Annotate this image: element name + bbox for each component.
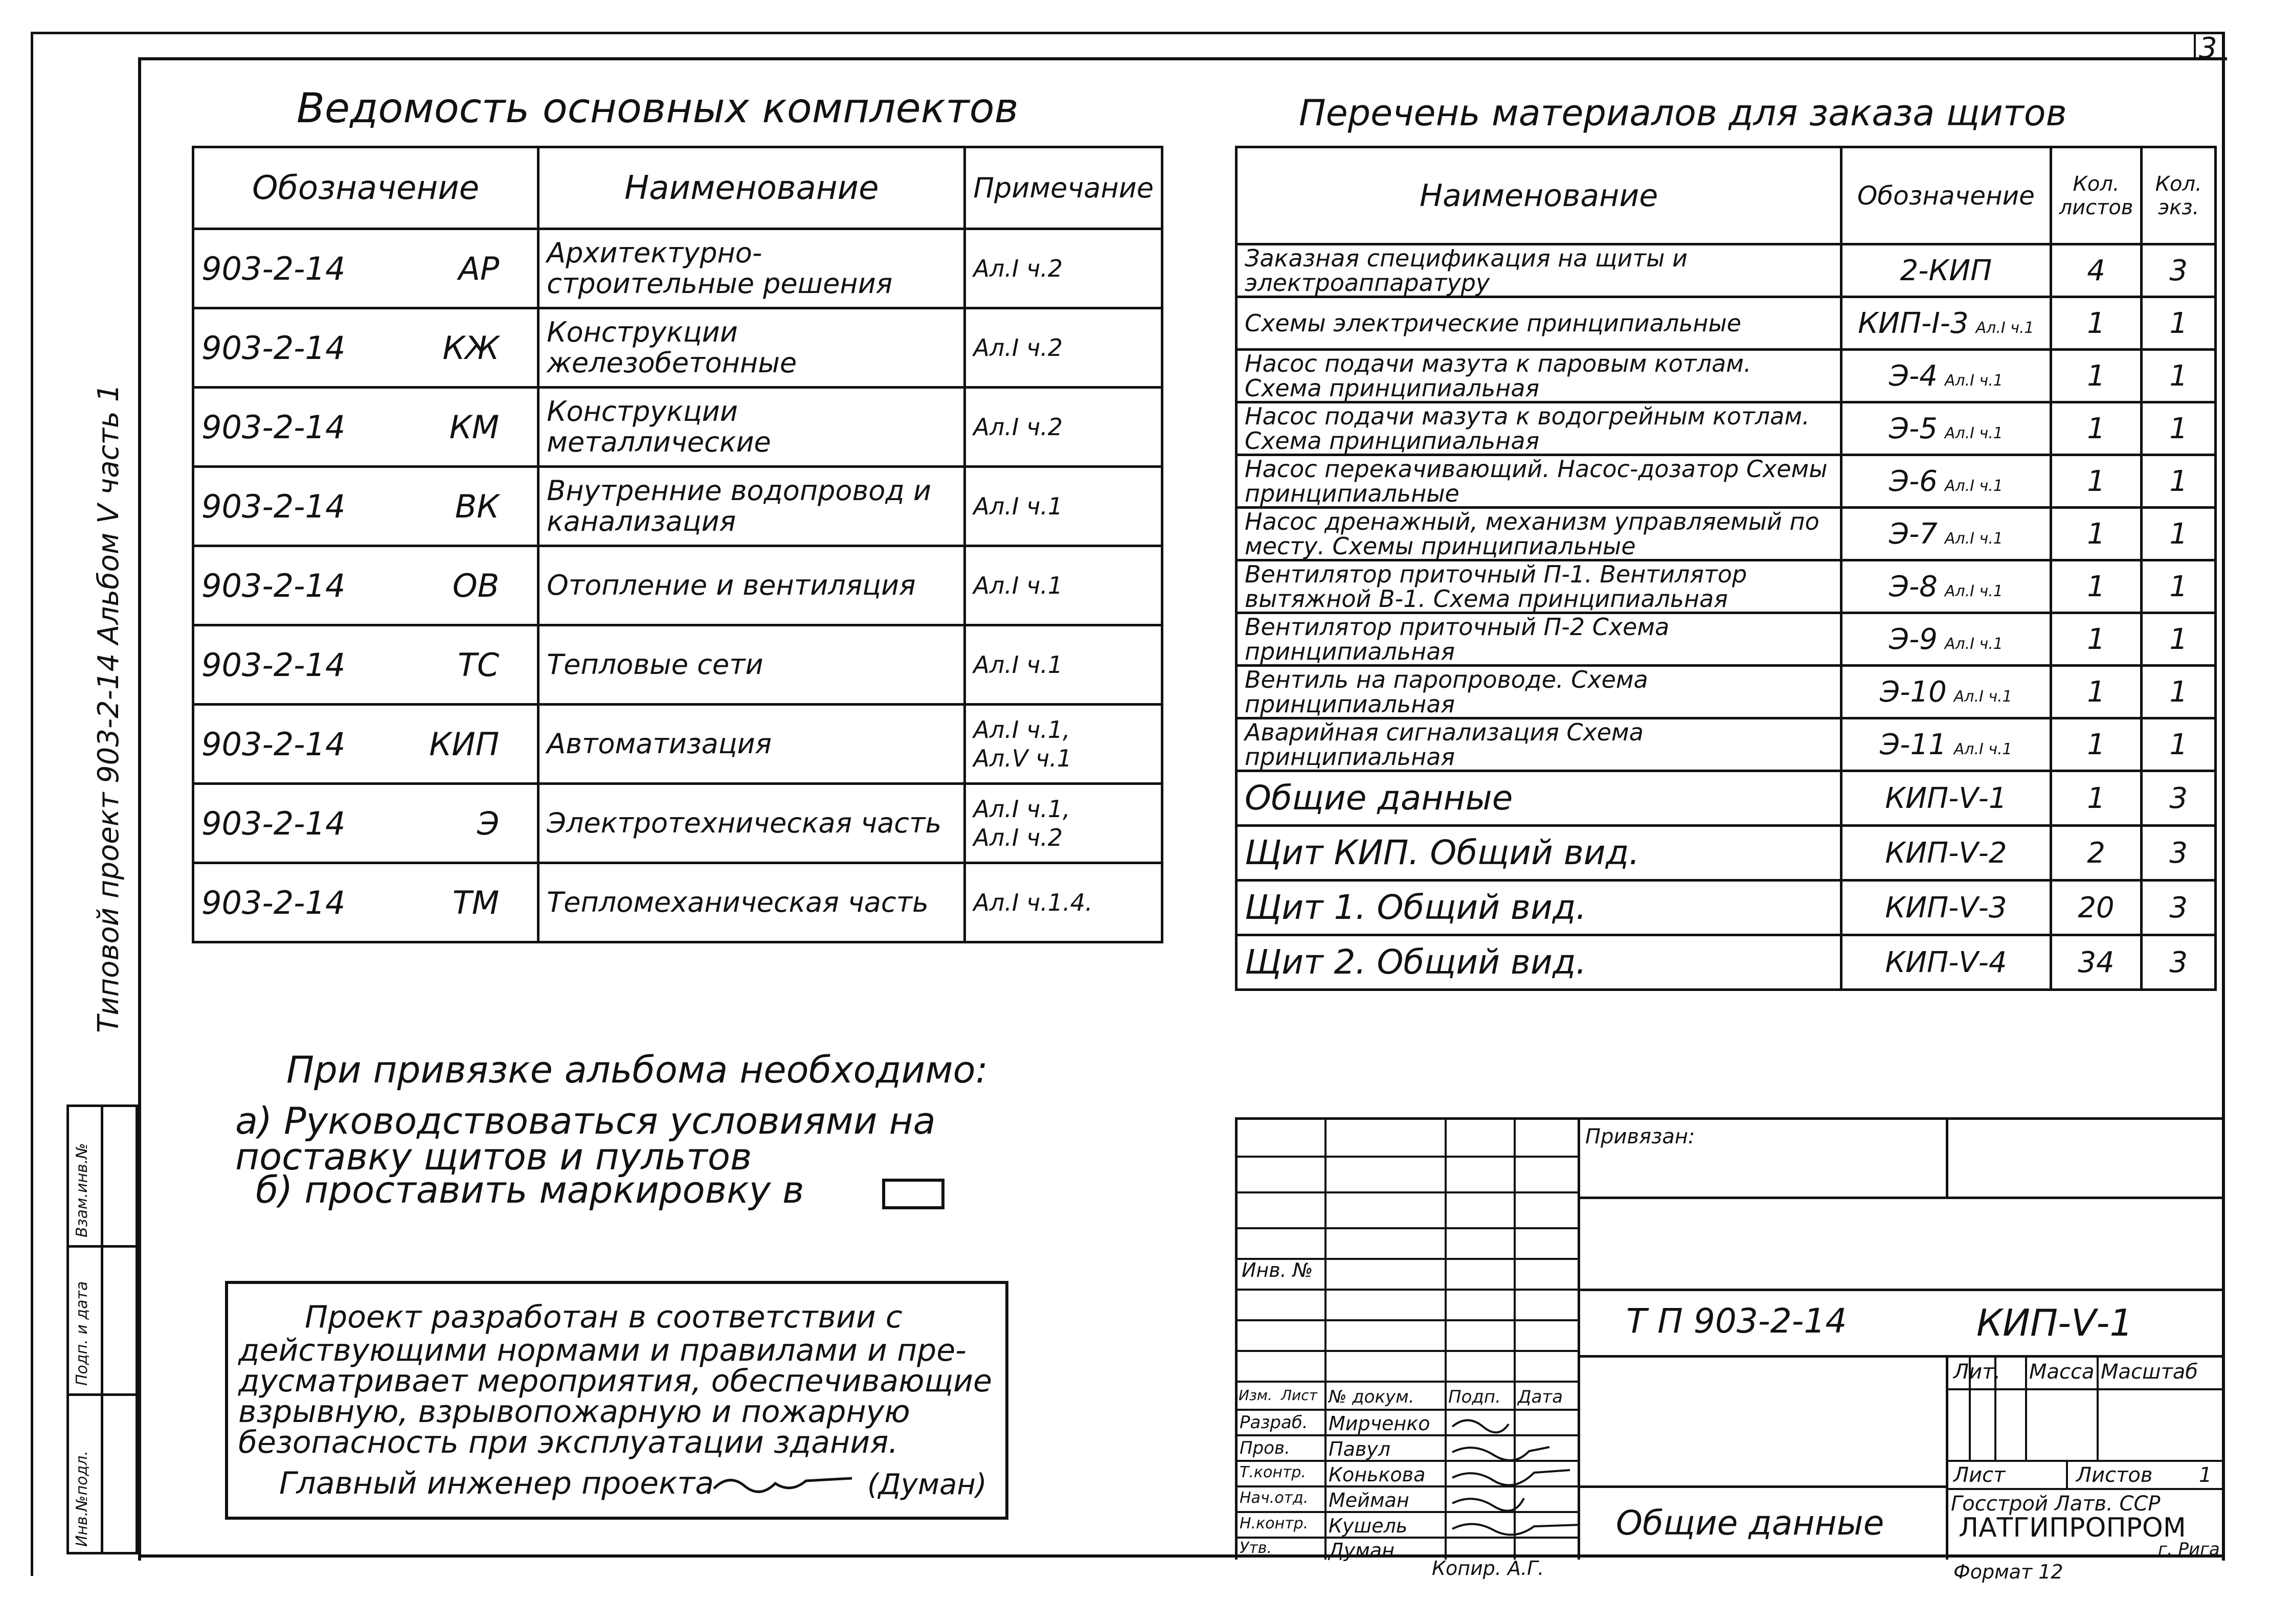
stamp-row-right <box>1946 1488 2222 1490</box>
table2-name: Насос перекачивающий. Насос-дозатор Схемы принципиальные <box>1236 455 1841 508</box>
stamp-row <box>1238 1191 1578 1193</box>
table1-header-des: Обозначение <box>193 147 538 229</box>
table2-des-sup: Ал.I ч.1 <box>1953 740 2012 758</box>
table1-des-cell: 903-2-14 КМ <box>193 388 538 467</box>
table2-sheets: 1 <box>2051 455 2142 508</box>
table2-des-cell <box>1841 881 2051 935</box>
table2-des-cell <box>1841 560 2051 613</box>
table2-title: Перечень материалов для заказа щитов <box>1299 92 2067 134</box>
page-number-box-left <box>2194 32 2196 60</box>
stamp-col-doc: № докум. <box>1329 1387 1414 1407</box>
table1-code: КМ <box>449 408 500 446</box>
frame-right <box>2222 32 2225 1561</box>
left-boxes-h2 <box>69 1393 136 1396</box>
table2-copies: 3 <box>2142 826 2216 881</box>
table2-sheets: 1 <box>2051 560 2142 613</box>
table2-des: Э-9 <box>1888 622 1938 656</box>
table-row <box>193 625 1162 705</box>
table1-name: Автоматизация <box>538 705 965 784</box>
table2-sheets: 1 <box>2051 508 2142 560</box>
table1-code: Э <box>477 804 500 842</box>
marking-box <box>882 1179 945 1209</box>
stamp-role: Разраб. <box>1240 1412 1308 1433</box>
stamp-name: Конькова <box>1329 1463 1426 1486</box>
table2-des-sup: Ал.I ч.1 <box>1944 477 2003 495</box>
stamp-col <box>1324 1120 1326 1560</box>
table2-des-cell <box>1841 771 2051 826</box>
stamp-row-right <box>1578 1197 2222 1199</box>
stamp-col <box>1946 1120 1948 1197</box>
table-row <box>1236 244 2216 297</box>
table2-copies: 1 <box>2142 718 2216 771</box>
table2-des-cell <box>1841 402 2051 455</box>
stamp-name: Думан <box>1329 1539 1395 1562</box>
stamp-row <box>1238 1227 1578 1229</box>
table1-des-cell: 903-2-14 АР <box>193 229 538 308</box>
table1-note: Ал.I ч.1, Ал.Ⅴ ч.1 <box>965 705 1162 784</box>
frame-inner-top <box>141 57 2227 60</box>
table2-name: Вентилятор приточный П-1. Вентилятор вытяжной В-1. Схема принципиальная <box>1236 560 1841 613</box>
table-row <box>193 229 1162 308</box>
table1-note: Ал.I ч.2 <box>965 229 1162 308</box>
table2-des-sup: Ал.I ч.1 <box>1975 319 2034 337</box>
stamp-signatures <box>1447 1411 1611 1554</box>
table1-des-cell: 903-2-14 Э <box>193 784 538 863</box>
table2-name: Вентилятор приточный П-2 Схема принципиальная <box>1236 613 1841 666</box>
table2-copies: 1 <box>2142 402 2216 455</box>
table1-name: Конструкции железобетонные <box>538 308 965 388</box>
notes-line-b: б) проставить маркировку в <box>256 1168 804 1211</box>
table2-des-sup: Ал.I ч.1 <box>1944 424 2003 442</box>
table2-des: Э-4 <box>1888 359 1938 393</box>
left-side-label: Типовой проект 903-2-14 Альбом Ⅴ часть 1 <box>92 384 125 1033</box>
notes-line-a2: поставку щитов и пультов <box>235 1135 752 1178</box>
stamp-col-right <box>2066 1460 2068 1488</box>
table2-header-des: Обозначение <box>1841 147 2051 244</box>
notes-line-a: а) Руководствоваться условиями на <box>235 1099 936 1142</box>
table2-des: Э-5 <box>1888 412 1938 445</box>
stamp-sheets-label: Листов <box>2076 1463 2153 1487</box>
stamp-org-line2: ЛАТГИПРОПРОМ <box>1959 1513 2186 1543</box>
table2-des-cell <box>1841 244 2051 297</box>
table1-code: КИП <box>429 725 500 763</box>
table-row <box>1236 718 2216 771</box>
stamp-row-right <box>1578 1355 2222 1358</box>
table2-name: Общие данные <box>1236 771 1841 826</box>
table2-header-copies: Кол. экз. <box>2142 147 2216 244</box>
table2-des: КИП-Ⅴ-1 <box>1885 781 2007 815</box>
stamp-mass-label: Масса <box>2029 1360 2095 1384</box>
table-row <box>193 308 1162 388</box>
stamp-name: Кушель <box>1329 1515 1408 1537</box>
stamp-org-line1: Госстрой Латв. ССР <box>1951 1492 2161 1516</box>
table1-des-cell: 903-2-14 КИП <box>193 705 538 784</box>
stamp-col-right <box>1946 1355 1948 1560</box>
table-row <box>193 784 1162 863</box>
table2-copies: 1 <box>2142 666 2216 718</box>
table2-copies: 3 <box>2142 771 2216 826</box>
table-row <box>1236 560 2216 613</box>
table1-des-cell: 903-2-14 ТС <box>193 625 538 705</box>
table-row <box>1236 826 2216 881</box>
table2-name: Аварийная сигнализация Схема принципиальная <box>1236 718 1841 771</box>
stamp-copied-label: Копир. А.Г. <box>1432 1557 1544 1580</box>
table1-note: Ал.I ч.1 <box>965 546 1162 625</box>
table-row <box>1236 350 2216 402</box>
table1-code: ТМ <box>452 884 500 921</box>
table2-des-cell <box>1841 666 2051 718</box>
table2-des: Э-6 <box>1888 464 1938 498</box>
table2-sheets: 34 <box>2051 935 2142 990</box>
table2-des-cell <box>1841 826 2051 881</box>
table2-name: Щит 1. Общий вид. <box>1236 881 1841 935</box>
project-box <box>225 1281 1008 1520</box>
table2-des: КИП-Ⅴ-4 <box>1885 945 2007 979</box>
table2-header-name: Наименование <box>1236 147 1841 244</box>
stamp <box>1235 1117 2222 1583</box>
stamp-col-right <box>2097 1358 2099 1460</box>
table2-copies: 1 <box>2142 560 2216 613</box>
table1-note: Ал.I ч.1, Ал.I ч.2 <box>965 784 1162 863</box>
frame-inner-left <box>138 57 141 1561</box>
table1-code: ОВ <box>452 567 500 604</box>
table2-des-cell <box>1841 613 2051 666</box>
stamp-inv-label: Инв. № <box>1242 1259 1313 1281</box>
stamp-row <box>1238 1381 1578 1383</box>
stamp-row <box>1238 1156 1578 1158</box>
table1-code: КЖ <box>442 329 500 367</box>
table-row <box>193 863 1162 942</box>
table2-des: Э-8 <box>1888 570 1938 603</box>
table2-name: Щит 2. Общий вид. <box>1236 935 1841 990</box>
table-row <box>1236 297 2216 350</box>
table2-name: Насос подачи мазута к водогрейным котлам. Схема принципиальная <box>1236 402 1841 455</box>
stamp-col-date: Дата <box>1518 1387 1563 1407</box>
stamp-name: Мейман <box>1329 1489 1409 1512</box>
table2-des-cell <box>1841 350 2051 402</box>
table-row <box>193 467 1162 546</box>
table2-des-sup: Ал.I ч.1 <box>1944 582 2003 600</box>
table-row <box>1236 771 2216 826</box>
table2-sheets: 4 <box>2051 244 2142 297</box>
table2-des: КИП-Ⅴ-3 <box>1885 891 2007 924</box>
table-row <box>1236 508 2216 560</box>
stamp-row <box>1238 1409 1578 1411</box>
stamp-title: Общие данные <box>1616 1503 1884 1543</box>
table2-name: Насос подачи мазута к паровым котлам. Схема принципиальная <box>1236 350 1841 402</box>
table1-name: Электротехническая часть <box>538 784 965 863</box>
table1-note: Ал.I ч.1 <box>965 625 1162 705</box>
table2-copies: 1 <box>2142 350 2216 402</box>
stamp-role: Н.контр. <box>1240 1515 1309 1532</box>
table-row <box>1236 402 2216 455</box>
stamp-role: Т.контр. <box>1240 1463 1307 1481</box>
table1-code: АР <box>458 250 500 287</box>
stamp-sheet-label: Лист <box>1953 1463 2006 1487</box>
stamp-col-list: Лист <box>1281 1387 1317 1404</box>
table1-name: Конструкции металлические <box>538 388 965 467</box>
table-row <box>193 388 1162 467</box>
table2-des-sup: Ал.I ч.1 <box>1953 687 2012 706</box>
table2-copies: 1 <box>2142 613 2216 666</box>
table2-des-sup: Ал.I ч.1 <box>1944 371 2003 390</box>
stamp-role: Нач.отд. <box>1240 1489 1309 1507</box>
notes-heading: При привязке альбома необходимо: <box>286 1048 988 1091</box>
table2-sheets: 1 <box>2051 350 2142 402</box>
table2-sheets: 1 <box>2051 402 2142 455</box>
table1-note: Ал.I ч.2 <box>965 308 1162 388</box>
stamp-col-right <box>2025 1358 2027 1460</box>
stamp-name: Мирченко <box>1329 1412 1430 1435</box>
table2-name: Схемы электрические принципиальные <box>1236 297 1841 350</box>
table2-name: Заказная спецификация на щиты и электроаппаратуру <box>1236 244 1841 297</box>
stamp-format-label: Формат 12 <box>1953 1561 2063 1583</box>
stamp-row-right <box>1578 1485 1948 1488</box>
table1-name: Тепломеханическая часть <box>538 863 965 942</box>
page-number: 3 <box>2199 32 2217 65</box>
table2 <box>1235 146 2217 991</box>
frame-left-outer <box>31 32 33 1576</box>
table2-des: КИП-I-3 <box>1858 306 1969 340</box>
table2-des: КИП-Ⅴ-2 <box>1885 836 2007 870</box>
table1-des-cell: 903-2-14 ВК <box>193 467 538 546</box>
stamp-row <box>1238 1289 1578 1291</box>
table2-des-cell <box>1841 935 2051 990</box>
stamp-name: Павул <box>1329 1438 1391 1460</box>
stamp-scale-label: Масштаб <box>2101 1360 2198 1384</box>
table2-des: Э-11 <box>1880 728 1947 761</box>
table1-note: Ал.I ч.2 <box>965 388 1162 467</box>
stamp-col <box>1445 1120 1447 1560</box>
stamp-row <box>1238 1350 1578 1352</box>
table-row <box>1236 935 2216 990</box>
table-row <box>1236 455 2216 508</box>
table1-name: Отопление и вентиляция <box>538 546 965 625</box>
table2-sheets: 1 <box>2051 718 2142 771</box>
left-boxes-h1 <box>69 1245 136 1248</box>
table1-code: ТС <box>458 646 500 684</box>
project-line: дусматривает мероприятия, обеспечивающие <box>238 1363 992 1399</box>
table2-des: Э-10 <box>1880 675 1947 709</box>
table2-des-cell <box>1841 297 2051 350</box>
table1-des-cell: 903-2-14 ТМ <box>193 863 538 942</box>
table2-des-cell <box>1841 508 2051 560</box>
stamp-role: Пров. <box>1240 1438 1290 1458</box>
table2-name: Щит КИП. Общий вид. <box>1236 826 1841 881</box>
left-box-label-podp: Подп. и дата <box>73 1281 91 1386</box>
stamp-sheets-value: 1 <box>2199 1463 2212 1487</box>
table1-note: Ал.I ч.1.4. <box>965 863 1162 942</box>
table-row <box>193 546 1162 625</box>
table2-name: Насос дренажный, механизм управляемый по месту. Схемы принципиальные <box>1236 508 1841 560</box>
stamp-bound-label: Привязан: <box>1585 1125 1695 1148</box>
stamp-doc-code: Т П 903-2-14 <box>1626 1301 1847 1341</box>
table2-copies: 3 <box>2142 881 2216 935</box>
left-box-label-inv: Инв.№подл. <box>73 1451 91 1547</box>
project-line: взрывную, взрывопожарную и пожарную <box>238 1394 910 1430</box>
stamp-row-right <box>1946 1460 2222 1462</box>
table2-name: Вентиль на паропроводе. Схема принципиальная <box>1236 666 1841 718</box>
table2-header-sheets: Кол. листов <box>2051 147 2142 244</box>
table-row <box>193 705 1162 784</box>
table2-des-sup: Ал.I ч.1 <box>1944 529 2003 548</box>
table1-header-name: Наименование <box>538 147 965 229</box>
table2-sheets: 2 <box>2051 826 2142 881</box>
stamp-lit-label: Лит. <box>1953 1360 2001 1384</box>
table2-copies: 1 <box>2142 455 2216 508</box>
table2-sheets: 20 <box>2051 881 2142 935</box>
table2-sheets: 1 <box>2051 613 2142 666</box>
table2-copies: 1 <box>2142 297 2216 350</box>
project-line: действующими нормами и правилами и пре- <box>238 1333 966 1368</box>
table2-des-cell <box>1841 718 2051 771</box>
stamp-row-right <box>1578 1289 2222 1291</box>
signature-mark <box>709 1463 862 1504</box>
table1-header-note: Примечание <box>965 147 1162 229</box>
table2-sheets: 1 <box>2051 297 2142 350</box>
stamp-col-podp: Подп. <box>1448 1387 1501 1407</box>
stamp-role: Утв. <box>1240 1539 1272 1557</box>
table2-des-cell <box>1841 455 2051 508</box>
table-row <box>1236 666 2216 718</box>
table2-des-sup: Ал.I ч.1 <box>1944 635 2003 653</box>
table2-copies: 3 <box>2142 244 2216 297</box>
table1-title: Ведомость основных комплектов <box>297 84 1019 132</box>
table1-name: Архитектурно-строительные решения <box>538 229 965 308</box>
stamp-row-right <box>1946 1388 2222 1390</box>
stamp-sheet-code: КИП-Ⅴ-1 <box>1976 1301 2133 1344</box>
table1-des-cell: 903-2-14 ОВ <box>193 546 538 625</box>
table1 <box>192 146 1163 943</box>
table2-des: Э-7 <box>1888 517 1938 551</box>
table2-des: 2-КИП <box>1900 254 1992 287</box>
left-boxes-vsplit <box>101 1107 103 1552</box>
project-line: безопасность при эксплуатации здания. <box>238 1425 898 1460</box>
table1-name: Тепловые сети <box>538 625 965 705</box>
table-row <box>1236 613 2216 666</box>
signature-label: Главный инженер проекта <box>279 1465 714 1501</box>
left-boxes <box>66 1104 138 1554</box>
frame-top-outer <box>31 32 2224 34</box>
table1-code: ВК <box>455 487 500 525</box>
left-box-label-vzam: Взам.инв.№ <box>73 1143 91 1237</box>
signature-name: (Думан) <box>867 1468 987 1501</box>
table2-sheets: 1 <box>2051 666 2142 718</box>
table2-sheets: 1 <box>2051 771 2142 826</box>
table1-des-cell: 903-2-14 КЖ <box>193 308 538 388</box>
table2-copies: 1 <box>2142 508 2216 560</box>
table1-note: Ал.I ч.1 <box>965 467 1162 546</box>
stamp-row <box>1238 1319 1578 1321</box>
table1-name: Внутренние водопровод и канализация <box>538 467 965 546</box>
table2-copies: 3 <box>2142 935 2216 990</box>
stamp-org-line3: г. Рига <box>2158 1539 2220 1560</box>
table-row <box>1236 881 2216 935</box>
stamp-col-izm: Изм. <box>1239 1387 1272 1404</box>
project-line: Проект разработан в соответствии с <box>305 1299 903 1335</box>
